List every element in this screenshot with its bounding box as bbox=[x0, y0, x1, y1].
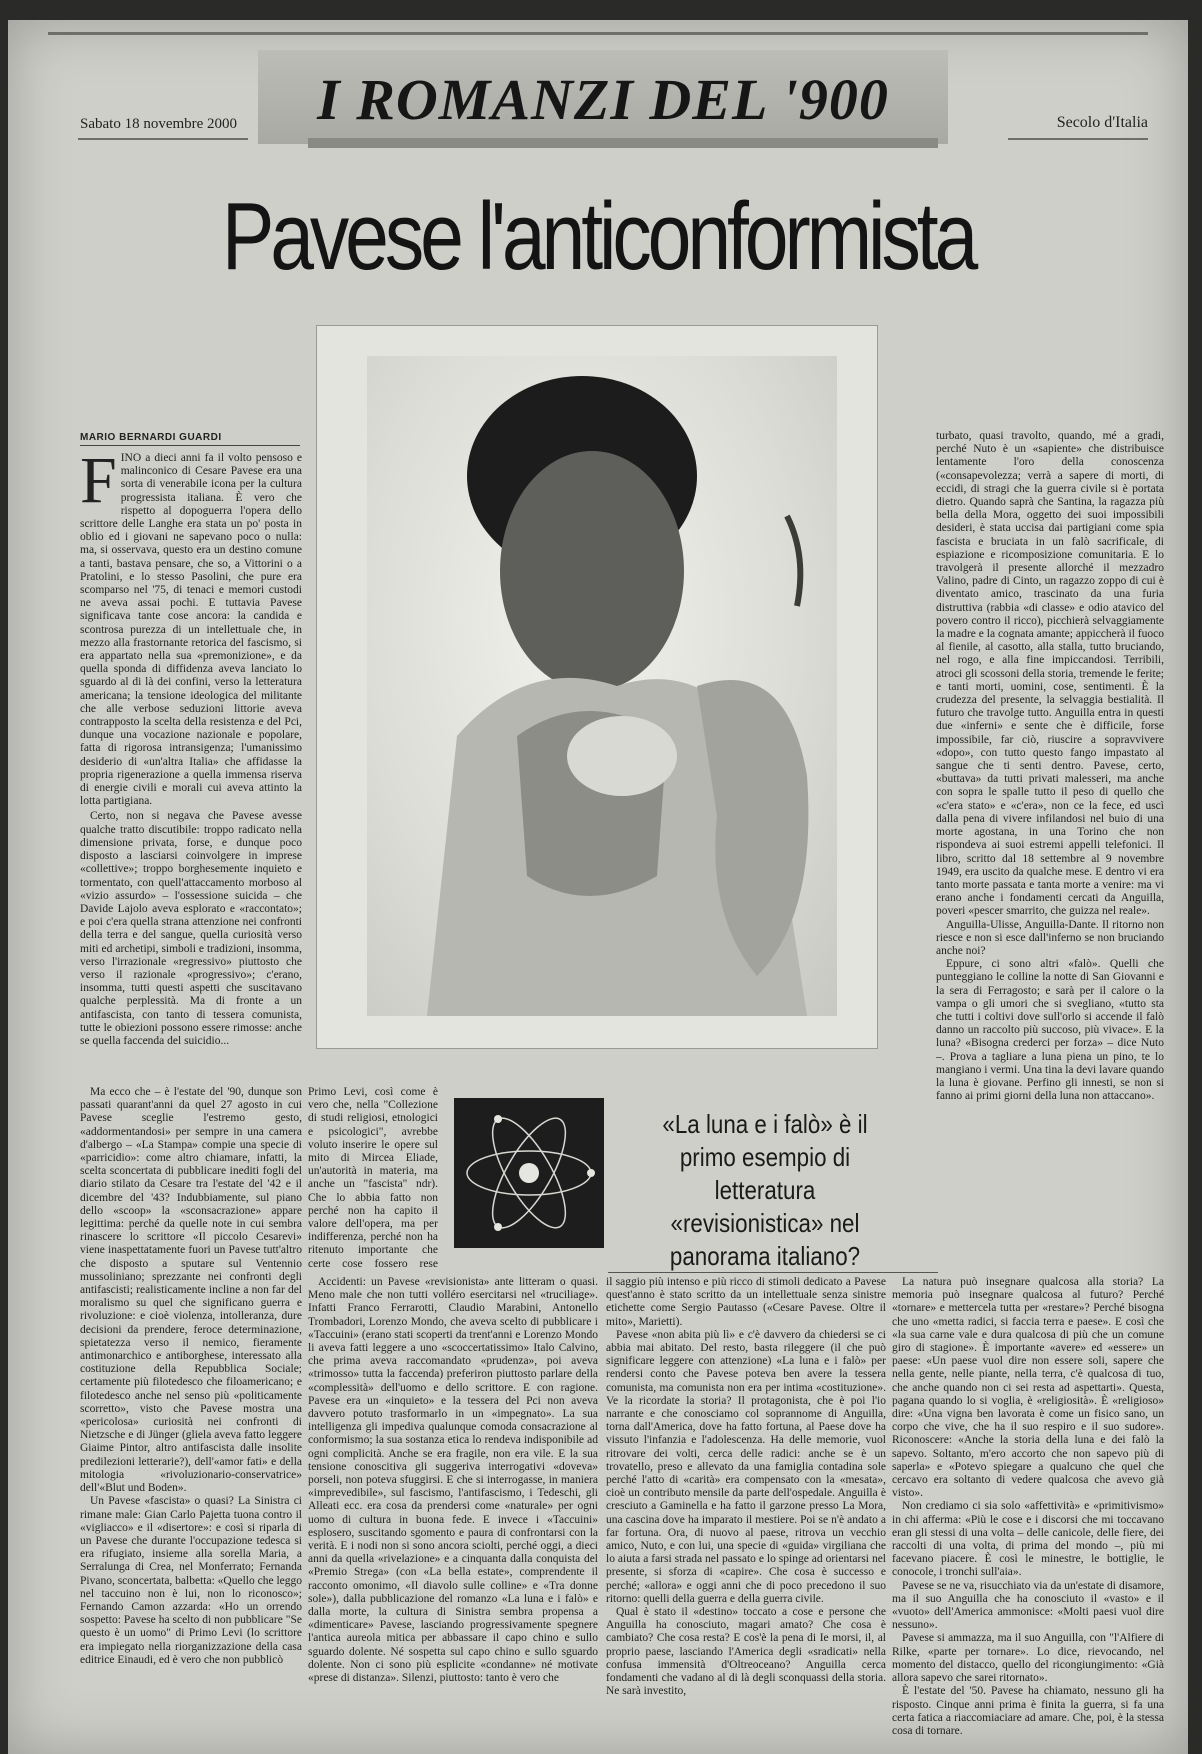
article-headline: Pavese l'anticonformista bbox=[221, 183, 975, 290]
column-4-paragraph-6: Pavese se ne va, risucchiato via da un'estate di disamore, ma il suo Anguilla che ha conosciuto il «vasto» e il «vuoto» dell'America ammonisce: «Molti paesi vuol dire nessuno». bbox=[892, 1579, 1164, 1632]
newspaper-page bbox=[8, 20, 1188, 1754]
portrait-illustration bbox=[367, 356, 837, 1016]
column-4-paragraph-4: La natura può insegnare qualcosa alla storia? La memoria può insegnare qualcosa al futuro? Perché «tornare» e mettercela tutta per «restare»? Perché bisogna che uno «metta radici, si faccia terra e paese». E così che «la sua carne vale e dura qualcosa di più che un comune giro di stagione». È importante «avere» ed «essere» un paese: «Un paese vuol dire non essere soli, sapere che nella gente, nelle piante, nella terra, c'è qualcosa di tuo, che anche quando non ci sei resta ad aspettarti». Questa, pagana quando lo si voglia, è «religiosità». È «religioso» dire: «Una vigna ben lavorata è come un fisico sano, un corpo che vive, che ha il suo respiro e il suo sudore». Riconoscere: «Anche la storia della luna e dei falò la sapevo. Soltanto, m'ero accorto che non sapevo più di saperla» e «Potevo spiegare a qualcuno che quel che cercavo era soltanto di vedere qualcosa che avevo già visto». bbox=[892, 1276, 1164, 1500]
column-3 bbox=[606, 1276, 886, 1750]
column-4-paragraph-2: Anguilla-Ulisse, Anguilla-Dante. Il ritorno non riesce e non si esce dall'inferno se non bruciando anche noi? bbox=[936, 918, 1164, 957]
section-masthead bbox=[258, 50, 948, 150]
column-4-paragraph-1: turbato, quasi travolto, quando, mé a gradi, perché Nuto è un «sapiente» che distribuisce lentamente l'oro della conoscenza («consapevolezza; verrà a sapere di morti, di eccidi, di stragi che la guerra civile si è portata dietro. Quando saprà che Santina, la ragazza più bella della Mora, oggetto dei suoi impossibili desideri, è stata uccisa dai partigiani come spia fascista e bruciata in un falò sacrificale, di espiazione e ricomposizione comunitaria. E lo travolgerà il presente allorché il mezzadro Valino, padre di Cinto, un ragazzo zoppo di cui è diventato amico, trascinato da una furia distruttiva (rabbia «di classe» e odio atavico del povero contro il ricco), picchierà selvaggiamente la madre e la cognata amante; appiccherà il fuoco al fienile, al casotto, alla stalla, tutto bruciando, nel rogo, e alla fine impiccandosi. Terribili, atroci gli scossoni della storia, tremende le ferite; e tanti morti, uomini, cose, sentimenti. È la crudezza del presente, la selvaggia bestialità. Il futuro che travolge tutto. Anguilla entra in questi due «inferni» e sente che è difficile, forse impossibile, far ciò, riuscire a sopravvivere «dopo», con tutto questo fango impastato al sangue che ti senti dentro. Pavese, certo, «buttava» da tutti privati malesseri, ma anche con sopra le spalle tutto il peso di quello che «c'era stato» e «c'era», non ce la fece, ed uscì dalla pena di vivere infilandosi nel buio di una morte agostana, in una Torino che non rispondeva ai suoi estremi appelli telefonici. Il libro, scritto dal 18 settembre al 9 novembre 1949, era uscito da qualche mese. E dentro vi era tanto morte passata e tanta morte a venire: ma vi erano anche i fondamenti cercati da Anguilla, poveri «pescer smarrito, che guizza nel reale». bbox=[936, 430, 1164, 918]
column-1-top bbox=[80, 452, 302, 1082]
portrait-image bbox=[367, 356, 837, 1016]
column-1-intro: INO a dieci anni fa il volto pensoso e malinconico di Cesare Pavese era una sorta di venerabile icona per la cultura progressista italiana. È vero che rispetto al dopoguerra l'opera dello scrittore delle Langhe era stata un po' posta in oblio ed i giovani ne sapevano poco o nulla: ma, si osservava, questo era un destino comune a tanti, bastava pensare, che so, a Vittorini o a Pratolini, e lo stesso Pasolini, che pure era scomparso nel '75, di tenaci e memori custodi ne aveva assai pochi. E tuttavia Pavese significava tante cose ancora: la candida e scontrosa purezza di un intellettuale che, in mezzo alla frastornante retorica del fascismo, si era appartato nella sua «premonizione», e da quella sponda di diffidenza aveva lanciato lo sguardo al di là dei confini, verso la letteratura americana; la tensione ideologica del militante che alle verbose seduzioni littorie aveva contrapposto la scelta della resistenza e del Pci, dunque una vocazione nazionale e popolare, fatta di rigorosa intransigenza; l'umanissimo desiderio di «un'altra Italia» che affidasse la propria rigenerazione a quella immensa riserva di energie civili e morali cui aveva attinto la lotta partigiana. bbox=[80, 452, 302, 808]
drop-cap: F bbox=[80, 452, 117, 517]
pull-quote-rule bbox=[608, 1272, 938, 1273]
dateline: Sabato 18 novembre 2000 bbox=[80, 116, 238, 132]
dateline-rule-right bbox=[1008, 138, 1148, 140]
column-3-paragraph-1: il saggio più intenso e più ricco di stimoli dedicato a Pavese quest'anno è stato scritto da un intellettuale senza sinistre etichette come Sergio Pautasso («Cesare Pavese. Oltre il mito», Marietti). bbox=[606, 1276, 886, 1328]
dateline-rule-left bbox=[78, 138, 248, 140]
column-1-bottom bbox=[80, 1086, 302, 1750]
column-4-paragraph-8: È l'estate del '50. Pavese ha chiamato, nessuno gli ha risposto. Cinque anni prima è finita la guerra, si fa una certa fatica a riaccomiaciare ad amare. Che, poi, è la stessa cosa di tornare. bbox=[892, 1685, 1164, 1737]
atom-illustration bbox=[454, 1098, 604, 1248]
pull-quote: «La luna e i falò» è il primo esempio di letteratura «revisionistica» nel panorama italiano? bbox=[662, 1109, 868, 1271]
column-4-paragraph-7: Pavese si ammazza, ma il suo Anguilla, con "l'Alfiere di Rilke, «parte per tornare». Lo dice, rievocando, nel momento del distacco, quello del ricongiungimento: «Già allora sapevo che sarei ritornato». bbox=[892, 1632, 1164, 1685]
column-1-paragraph-4: Un Pavese «fascista» o quasi? La Sinistra ci rimane male: Gian Carlo Pajetta tuona contro il «vigliacco» e il «disertore»: e così si riparla di un Pavese che durante l'occupazione tedesca si era rifugiato, insieme alla sorella Maria, a Serralunga di Crea, nel Monferrato; Fernanda Pivano, sconcertata, balbetta: «Quello che leggo nel taccuino non è lui, non lo riconosco»; Fernando Camon azzarda: «Ho un orrendo sospetto: Pavese ha scelto di non pubblicare "Se questo è un uomo" di Primo Levi (lo scrittore era impiegato nella riorganizzazione della casa editrice Einaudi, ed è vero che non pubblicò bbox=[80, 1495, 302, 1666]
byline: MARIO BERNARDI GUARDI bbox=[80, 432, 300, 446]
column-2-paragraph-2: Accidenti: un Pavese «revisionista» ante litteram o quasi. Meno male che non tutti volléro esercitarsi nel «truciliage». Infatti Franco Ferrarotti, Claudio Marabini, Antonello Trombadori, Lorenzo Mondo, che aveva scelto di pubblicare i «Taccuini» (erano stati scoperti da trent'anni e Lorenzo Mondo li aveva fatti leggere a uno «scoccertatissimo» Italo Calvino, che prima aveva raccomandato «prudenza», poi aveva «trimosso» tutta la faccenda) preferiron piuttosto parlare della «complessità» dell'uomo e dello scrittore. E con ragione. Pavese era un «inquieto» e la tessera del Pci non aveva davvero potuto trasformarlo in un «impegnato». La sua intelligenza gli impediva qualunque comoda consacrazione al conformismo; la sua sostanza etica lo rendeva indisponibile ad ogni complicità. Anche se era fragile, non era vile. E la sua tensione conoscitiva gli suggeriva interrogativi «doveva» porseli, non poteva sfuggirsi. E che si interrogasse, in maniera «imprevedibile», sul fascismo, l'antifascismo, i Tedeschi, gli Alleati ecc. era cosa da prendersi come «naturale» per ogni uomo di cultura in buona fede. E invece i «Taccuini» esplosero, suscitando sgomento e paura di confrontarsi con la verità. E i nodi non si sono ancora sciolti, perché oggi, a dieci anni da quella «rivelazione» e a cinquanta dalla conquista del «Premio Strega» (con «La bella estate», comprendente il racconto omonimo, «Il diavolo sulle colline» e «Tra donne sole»), dalla pubblicazione del romanzo «La luna e i falò» e dalla morte, la cultura di Sinistra sembra propensa a «dimenticare» Pavese, lasciando progressivamente spegnere l'antica aureola mitica per abbassare il capo chino e sullo sguardo dolente. Né sospetta sul capo chino e sullo sguardo dolente. Non ci sono più esplicite «condanne» né motivate «prese di distanza». Silenzi, piuttosto: tanto è vero che bbox=[308, 1276, 598, 1685]
column-2-top bbox=[308, 1086, 438, 1272]
column-4-top bbox=[936, 430, 1164, 1260]
column-2-paragraph-1: Primo Levi, così come è vero che, nella "Collezione di studi religiosi, etnologici e psicologici", avrebbe voluto inserire le opere sul mito di Mircea Eliade, un'autorità in materia, ma anche un "fascista" ndr). Che lo abbia fatto non perché non ha capito il valore dell'opera, ma per indifferenza, perché non ha ritenuto importante che certe cose fossero rese bbox=[308, 1086, 438, 1270]
section-title: I ROMANZI DEL '900 bbox=[317, 67, 889, 132]
column-3-paragraph-3: Qual è stato il «destino» toccato a cose e persone che Anguilla ha conosciuto, magari amato? Che cosa è cambiato? Che cosa resta? E cos'è la pena di Ie morsi, il, al proprio paese, lasciando l'America degli «sradicati» nella confusa immensità d'Oltreoceano? Anguilla cerca fondamenti che vadano al di là degli sconquassi della storia. Ne sarà investito, bbox=[606, 1606, 886, 1698]
column-4-paragraph-5: Non crediamo ci sia solo «affettività» e «primitivismo» in chi afferma: «Più le cose e i discorsi che mi toccavano eran gli stessi di una volta – delle canicole, delle fiere, dei raccolti di una volta, di prima del mondo –, più mi facevano piacere. È così le minestre, le bottiglie, le conocole, i tronchi sull'aia». bbox=[892, 1500, 1164, 1579]
column-4-bottom bbox=[892, 1276, 1164, 1750]
column-2-bottom bbox=[308, 1276, 598, 1750]
column-4-paragraph-3: Eppure, ci sono altri «falò». Quelli che punteggiano le colline la notte di San Giovanni e la sera di Ferragosto; e sarà per il calore o la vampa o gli umori che si svegliano, «tutto sta che tutti i coltivi dove sull'orlo si accende il falò danno un raccolto più succoso, più vivace». E la luna? «Bisogna crederci per forza» – dice Nuto –. Prova a tagliare a luna piena un pino, te lo mangiano i vermi. Una tina la devi lavare quando la luna è giovane. Perfino gli innesti, se non si fanno ai primi giorni della luna non attaccano». bbox=[936, 958, 1164, 1103]
top-rule bbox=[48, 32, 1148, 35]
newspaper-name: Secolo d'Italia bbox=[1056, 114, 1148, 131]
column-3-paragraph-2: Pavese «non abita più lì» e c'è davvero da chiedersi se ci abbia mai abitato. Del resto, basta rileggere (il che può significare leggere con attenzione) «La luna e i falò» per rendersi conto che Pavese poteva ben avere la tessera comunista, ma comunista non era per intima «costituzione». Ve la ricordate la storia? Il protagonista, che è poi l'io narrante e che conosciamo col soprannome di Anguilla, torna dall'America, dove ha fatto fortuna, al Paese dove ha vissuto l'infanzia e l'adolescenza. Ha delle memorie, vuol ritrovare dei volti, cerca delle radici: anche se è un trovatello, preso e allevato da una famiglia contadina sole perché l'atto di «carità» era compensato con la «mesata», cioè un contributo mensile da parte dell'ospedale. Anguilla è cresciuto a Gaminella e ha fatto il garzone presso La Mora, una cascina dove ha imparato il mestiere. Poi se n'è andato a far fortuna. Ora, di nuovo al paese, ritrova un vecchio amico, Nuto, e con lui, una specie di «guida» virgiliana che lo aiuta a farsi strada nel passato e lo spinge ad orientarsi nel presente, si sforza di «capire». Che cosa è successo e perché; «allora» e oggi anni che di poco precedono il suo ritorno: quelli della guerra e della guerra civile. bbox=[606, 1328, 886, 1605]
column-1-paragraph-2: Certo, non si negava che Pavese avesse qualche tratto discutibile: troppo radicato nella dimensione privata, forse, e dunque poco disposto a lasciarsi coinvolgere in imprese «collettive»; troppo borghesemente inquieto e tormentato, con quell'attaccamento morboso al «vizio assurdo» – l'ossessione suicida – che Davide Lajolo aveva esplorato e «raccontato»; e poi c'era quella strana attenzione nei confronti della terra e del sangue, quella curiosità verso miti ed archetipi, simboli e tradizioni, insomma, verso l'irrazionale «regressivo» piuttosto che verso il razionale «progressivo»; c'erano, insomma, tutti questi aspetti che suscitavano qualche perplessità. Ma di fronte a un antifascista, con tanto di tessera comunista, tutte le obiezioni possono essere rimosse: anche se quella faccenda del suicidio... bbox=[80, 810, 302, 1047]
portrait-photo bbox=[316, 325, 878, 1049]
dateline-rule-center bbox=[308, 138, 938, 148]
column-1-paragraph-3: Ma ecco che – è l'estate del '90, dunque son passati quarant'anni da quel 27 agosto in cui Pavese sceglie l'estremo gesto, «addormentandosi» per sempre in una camera d'albergo – «La Stampa» compie una specie di «parricidio»: come altro chiamare, infatti, la scelta sconcertata di pubblicare inediti fogli del diario stilato da Cesare tra l'estate del '42 e il dicembre del '43? Indubbiamente, sul piano dello «scoop» la «sconsacrazione» appare legittima: perché da quelle note in cui sembra rinascere lo scrittore «Il piccolo Cesarevi» viene inaspettatamente fuori un Pavese tutt'altro che disposto a sputare sul Ventennio mussoliniano; sprezzante nei confronti degli antifascisti; realisticamente incline a non far del moralismo su quel che significano guerra e rivoluzione: e cioè violenza, intolleranza, dure decisioni da prendere, feroce determinazione, spietatezza verso il nemico, fieramente antimonarchico e antiborghese, interessato alla costituzione della Repubblica Sociale; certamente più filotedesco che filoamericano; e filotedesco anche nel senso più «politicamente scorretto», visto che Pavese mostra una «pericolosa» curiosità nei confronti di Nietzsche e di Jünger (gliela aveva fatto leggere Giaime Pintor, altro antifascista dalle insolite predilezioni letterarie?), dell'«amor fati» e della mitologia «rivoluzionario-conservatrice» dell'«Blut und Boden». bbox=[80, 1086, 302, 1495]
atom-icon bbox=[454, 1098, 604, 1248]
